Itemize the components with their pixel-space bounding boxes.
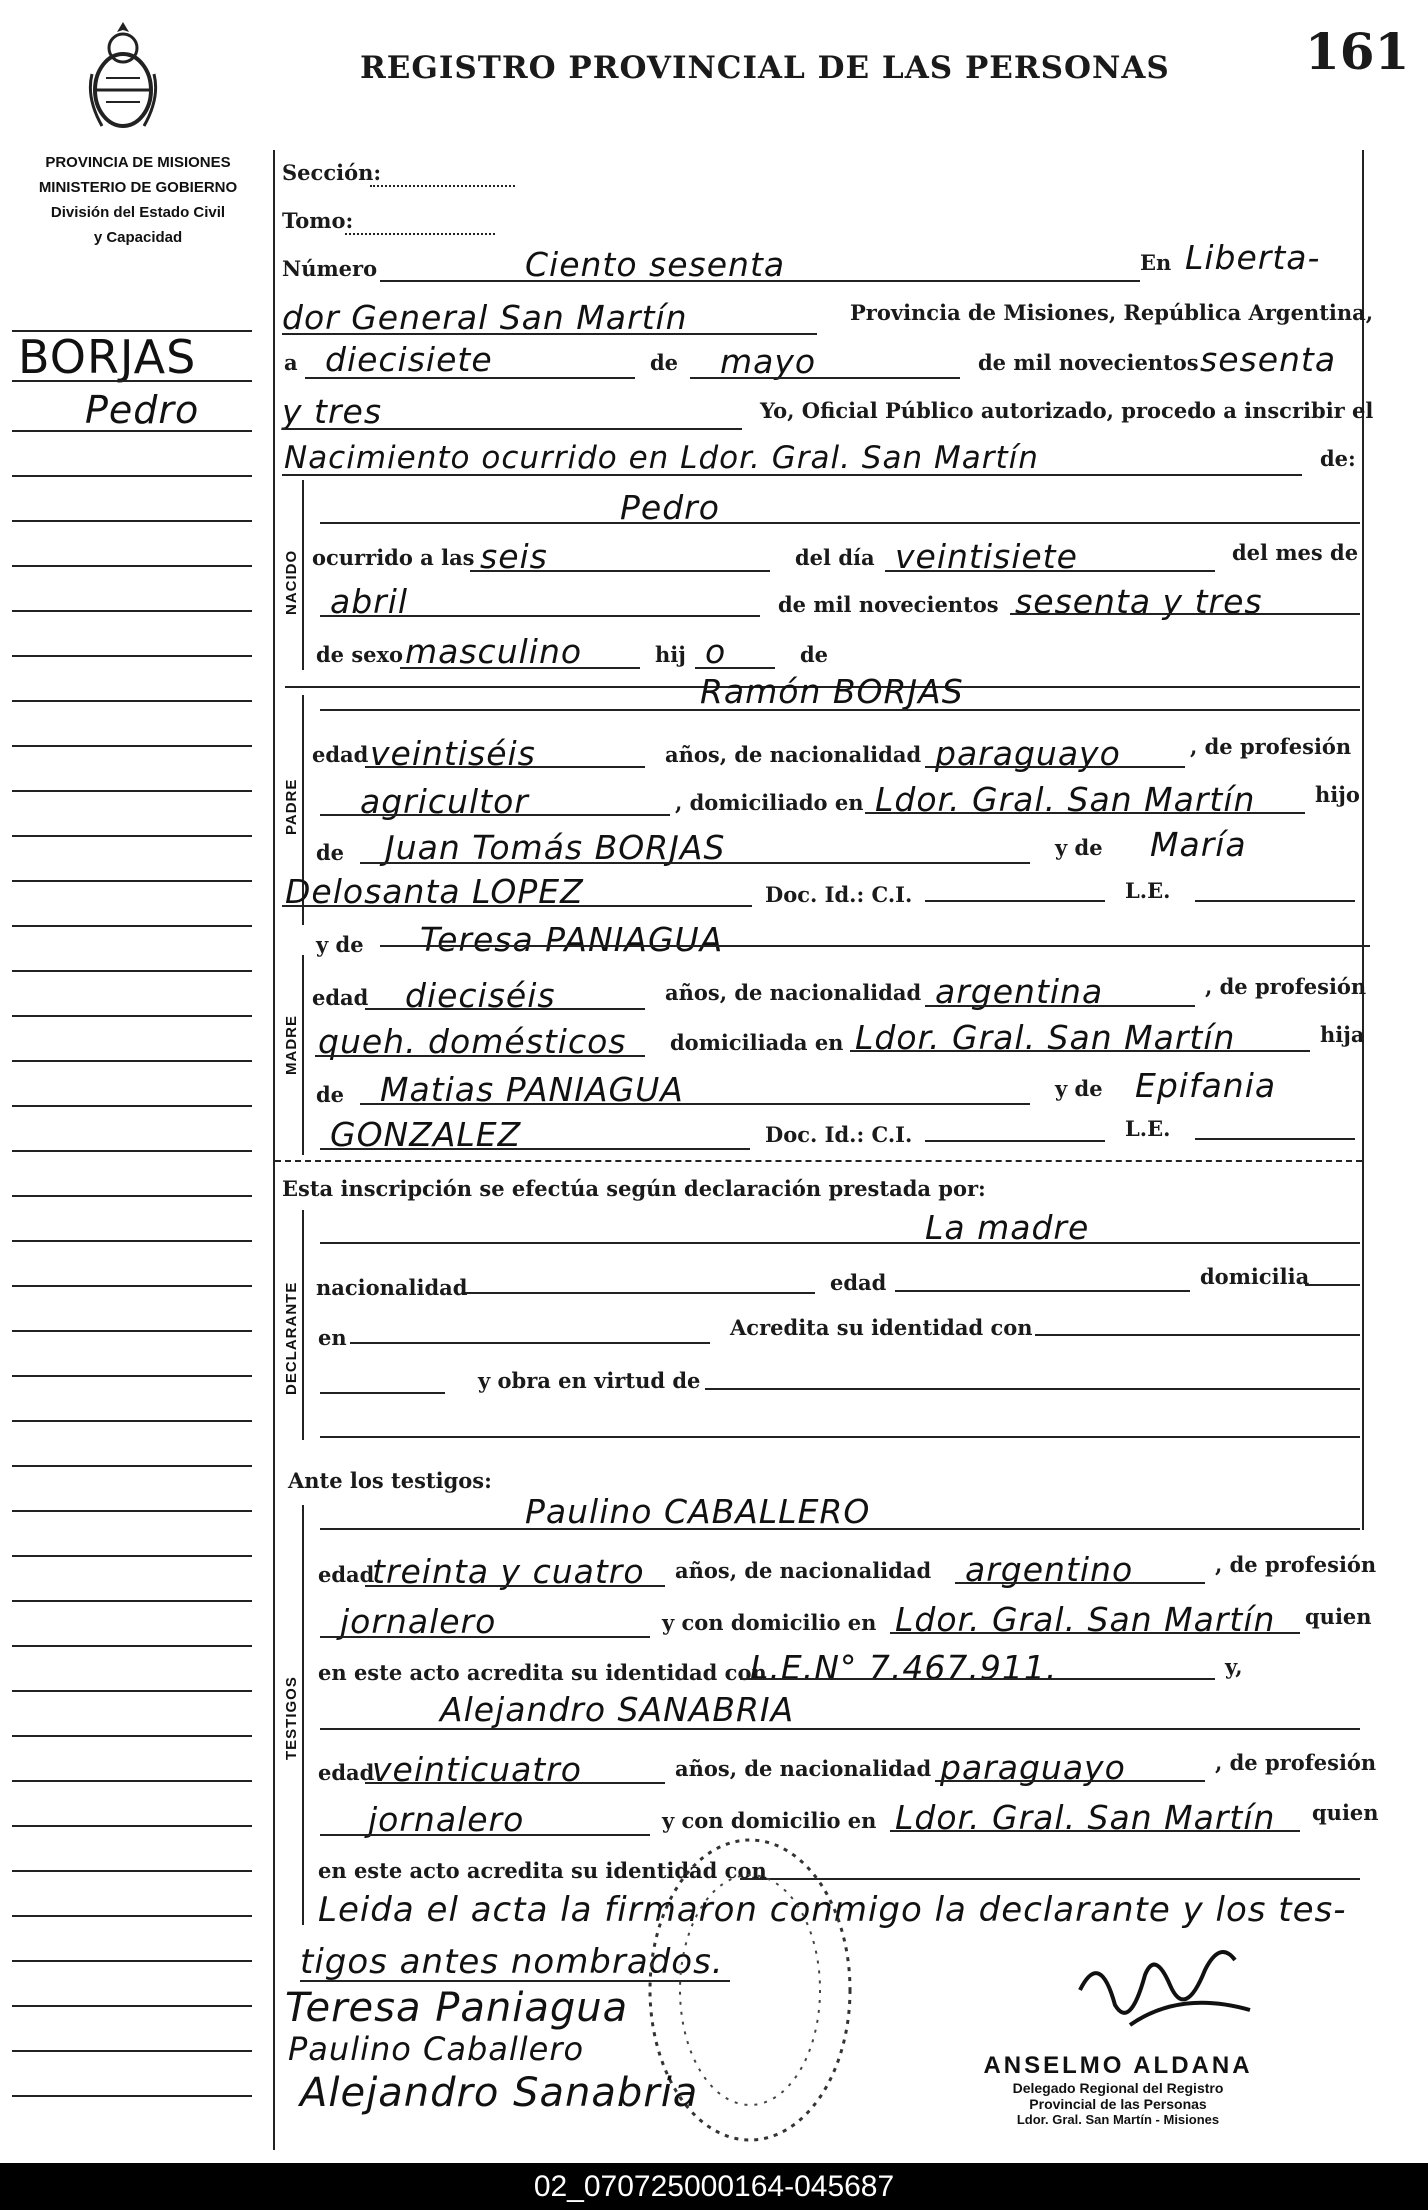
madre-padre: Matias PANIAGUA — [380, 1070, 684, 1109]
label-de-colon: de: — [1320, 446, 1356, 471]
field-acto: Nacimiento ocurrido en Ldor. Gral. San Martín — [284, 440, 1039, 476]
firma-declarante: Teresa Paniagua — [285, 1985, 629, 2031]
label-domicilia: domicilia — [1200, 1264, 1310, 1289]
testigo-1-edad: treinta y cuatro — [372, 1552, 645, 1591]
label-anos-nac-padre: años, de nacionalidad — [665, 742, 922, 767]
label-edad-madre: edad — [312, 985, 369, 1010]
label-con-domicilio-t1: y con domicilio en — [662, 1610, 877, 1635]
label-anos-nac-t1: años, de nacionalidad — [675, 1558, 932, 1583]
label-anos-nac-t2: años, de nacionalidad — [675, 1756, 932, 1781]
field-anio-1: sesenta — [1200, 340, 1337, 379]
label-provincia: Provincia de Misiones, República Argentina, — [850, 300, 1374, 325]
label-de-padre: de — [316, 840, 345, 865]
label-hijo: hijo — [1315, 782, 1360, 807]
section-label-testigos: TESTIGOS — [283, 1676, 300, 1760]
section-label-madre: MADRE — [283, 1015, 300, 1075]
firma-testigo-1: Paulino Caballero — [288, 2030, 585, 2068]
label-doc-madre: Doc. Id.: C.I. — [765, 1122, 913, 1147]
label-en: En — [1140, 250, 1172, 275]
padre-nacionalidad: paraguayo — [935, 734, 1121, 773]
document-title: REGISTRO PROVINCIAL DE LAS PERSONAS — [360, 50, 1170, 86]
margin-surname: BORJAS — [18, 330, 197, 384]
office-line: División del Estado Civil — [50, 204, 226, 221]
label-profesion-t1: , de profesión — [1215, 1552, 1377, 1577]
field-hora: seis — [480, 537, 548, 576]
label-sexo: de sexo — [316, 642, 404, 667]
label-quien-t2: quien — [1312, 1800, 1379, 1825]
label-tomo: Tomo: — [282, 208, 354, 233]
testigo-2-domicilio: Ldor. Gral. San Martín — [895, 1798, 1276, 1837]
declarante-nombre: La madre — [925, 1208, 1090, 1247]
label-edad-decl: edad — [830, 1270, 887, 1295]
field-lugar-1: Liberta- — [1185, 238, 1321, 277]
testigo-2-nombre: Alejandro SANABRIA — [440, 1690, 795, 1729]
padre-profesion: agricultor — [360, 782, 529, 821]
label-le-padre: L.E. — [1125, 878, 1171, 903]
label-domiciliado: , domiciliado en — [675, 790, 864, 815]
madre-nacionalidad: argentina — [935, 972, 1104, 1011]
madre-profesion: queh. domésticos — [318, 1022, 627, 1061]
label-acredita-acto-t1: en este acto acredita su identidad con — [318, 1660, 767, 1685]
field-sexo: masculino — [405, 632, 583, 671]
label-y-de-madre-2: y de — [1055, 1076, 1103, 1101]
testigo-1-profesion: jornalero — [340, 1602, 497, 1641]
field-lugar-2: dor General San Martín — [282, 298, 688, 337]
padre-madre-2: Delosanta LOPEZ — [285, 872, 584, 911]
section-label-declarante: DECLARANTE — [283, 1281, 300, 1395]
section-nacido-bar — [302, 480, 304, 670]
label-de-mil: de mil novecientos — [978, 350, 1199, 375]
padre-madre-1: María — [1150, 825, 1247, 864]
label-nacionalidad-decl: nacionalidad — [316, 1275, 468, 1300]
padre-padre: Juan Tomás BORJAS — [385, 828, 726, 867]
padre-nombre: Ramón BORJAS — [700, 672, 964, 711]
testigo-1-nacionalidad: argentino — [965, 1550, 1134, 1589]
label-profesion-madre: , de profesión — [1205, 974, 1367, 999]
label-anos-nac-madre: años, de nacionalidad — [665, 980, 922, 1005]
office-line: y Capacidad — [93, 229, 183, 246]
madre-domicilio: Ldor. Gral. San Martín — [855, 1018, 1236, 1057]
madre-madre-2: GONZALEZ — [330, 1115, 522, 1154]
office-block — [18, 150, 258, 250]
testigo-2-nacionalidad: paraguayo — [940, 1748, 1126, 1787]
padre-edad: veintiséis — [370, 734, 536, 773]
field-nombre: Pedro — [620, 488, 720, 527]
label-testigos: Ante los testigos: — [288, 1468, 492, 1493]
label-acredita-acto-t2: en este acto acredita su identidad con — [318, 1858, 767, 1883]
label-le-madre: L.E. — [1125, 1116, 1171, 1141]
label-edad-t2: edad — [318, 1760, 375, 1785]
label-doc-padre: Doc. Id.: C.I. — [765, 882, 913, 907]
label-en-decl: en — [318, 1325, 347, 1350]
label-de-mil-2: de mil novecientos — [778, 592, 999, 617]
testigo-2-profesion: jornalero — [368, 1800, 525, 1839]
image-id-footer: 02_070725000164-045687 — [0, 2163, 1428, 2210]
section-declarante-bar — [302, 1210, 304, 1440]
label-profesion-padre: , de profesión — [1190, 734, 1352, 759]
label-hij: hij — [655, 642, 686, 667]
label-a: a — [284, 350, 298, 375]
field-mes: mayo — [720, 342, 817, 381]
label-edad-padre: edad — [312, 742, 369, 767]
field-dia-nac: veintisiete — [895, 537, 1078, 576]
label-edad-t1: edad — [318, 1562, 375, 1587]
label-y-comma: y, — [1225, 1654, 1243, 1679]
label-del-dia: del día — [795, 545, 875, 570]
section-madre-bar — [302, 955, 304, 1155]
field-numero: Ciento sesenta — [525, 245, 786, 284]
testigo-1-domicilio: Ldor. Gral. San Martín — [895, 1600, 1276, 1639]
testigo-2-edad: veinticuatro — [372, 1750, 582, 1789]
oficial-line: Provincial de las Personas — [1029, 2096, 1207, 2112]
cierre-line-2: tigos antes nombrados. — [300, 1942, 724, 1982]
label-del-mes: del mes de — [1232, 540, 1359, 565]
oficial-name: ANSELMO ALDANA — [983, 2052, 1253, 2079]
main-frame-right — [1362, 150, 1364, 1530]
label-y-de-padre: y de — [1055, 835, 1103, 860]
label-de-2: de — [800, 642, 829, 667]
label-seccion: Sección: — [282, 160, 382, 185]
testigo-1-documento: L.E.N° 7.467.911. — [750, 1648, 1058, 1687]
main-frame-left — [273, 150, 275, 2150]
label-yo: Yo, Oficial Público autorizado, procedo a inscribir el — [760, 398, 1374, 423]
label-de: de — [650, 350, 679, 375]
section-label-padre: PADRE — [283, 778, 300, 835]
label-quien-t1: quien — [1305, 1604, 1372, 1629]
margin-name: Pedro — [85, 388, 200, 432]
section-testigos-bar — [302, 1505, 304, 1925]
padre-domicilio: Ldor. Gral. San Martín — [875, 780, 1256, 819]
madre-nombre: Teresa PANIAGUA — [420, 920, 724, 959]
label-inscripcion: Esta inscripción se efectúa según declaración prestada por: — [282, 1176, 986, 1201]
section-label-nacido: NACIDO — [283, 549, 300, 615]
field-hij-suffix: o — [705, 632, 727, 671]
label-y-de-madre: y de — [316, 932, 364, 957]
label-hija: hija — [1320, 1022, 1365, 1047]
oficial-stamp — [958, 2052, 1278, 2127]
label-de-madre: de — [316, 1082, 345, 1107]
madre-madre-1: Epifania — [1135, 1066, 1277, 1105]
field-mes-nac: abril — [330, 582, 409, 621]
label-acredita: Acredita su identidad con — [730, 1315, 1033, 1340]
oficial-line: Ldor. Gral. San Martín - Misiones — [1016, 2112, 1220, 2127]
office-line: PROVINCIA DE MISIONES — [45, 154, 231, 171]
label-ocurrido: ocurrido a las — [312, 545, 475, 570]
field-dia: diecisiete — [325, 340, 493, 379]
label-domiciliada: domiciliada en — [670, 1030, 844, 1055]
madre-edad: dieciséis — [405, 976, 556, 1015]
oficial-signature — [1060, 1930, 1260, 2050]
firma-testigo-2: Alejandro Sanabria — [300, 2070, 699, 2116]
label-numero: Número — [282, 256, 378, 281]
page-number: 161 — [1305, 22, 1410, 81]
field-anio-nac: sesenta y tres — [1015, 582, 1263, 621]
label-obra: y obra en virtud de — [478, 1368, 701, 1393]
coat-of-arms-emblem — [84, 18, 162, 138]
field-anio-2: y tres — [282, 392, 383, 431]
label-con-domicilio-t2: y con domicilio en — [662, 1808, 877, 1833]
cierre-line-1: Leida el acta la firmaron conmigo la declarante y los tes- — [318, 1890, 1347, 1930]
label-profesion-t2: , de profesión — [1215, 1750, 1377, 1775]
office-line: MINISTERIO DE GOBIERNO — [38, 179, 238, 196]
oficial-line: Delegado Regional del Registro — [1012, 2080, 1224, 2096]
testigo-1-nombre: Paulino CABALLERO — [525, 1492, 871, 1531]
